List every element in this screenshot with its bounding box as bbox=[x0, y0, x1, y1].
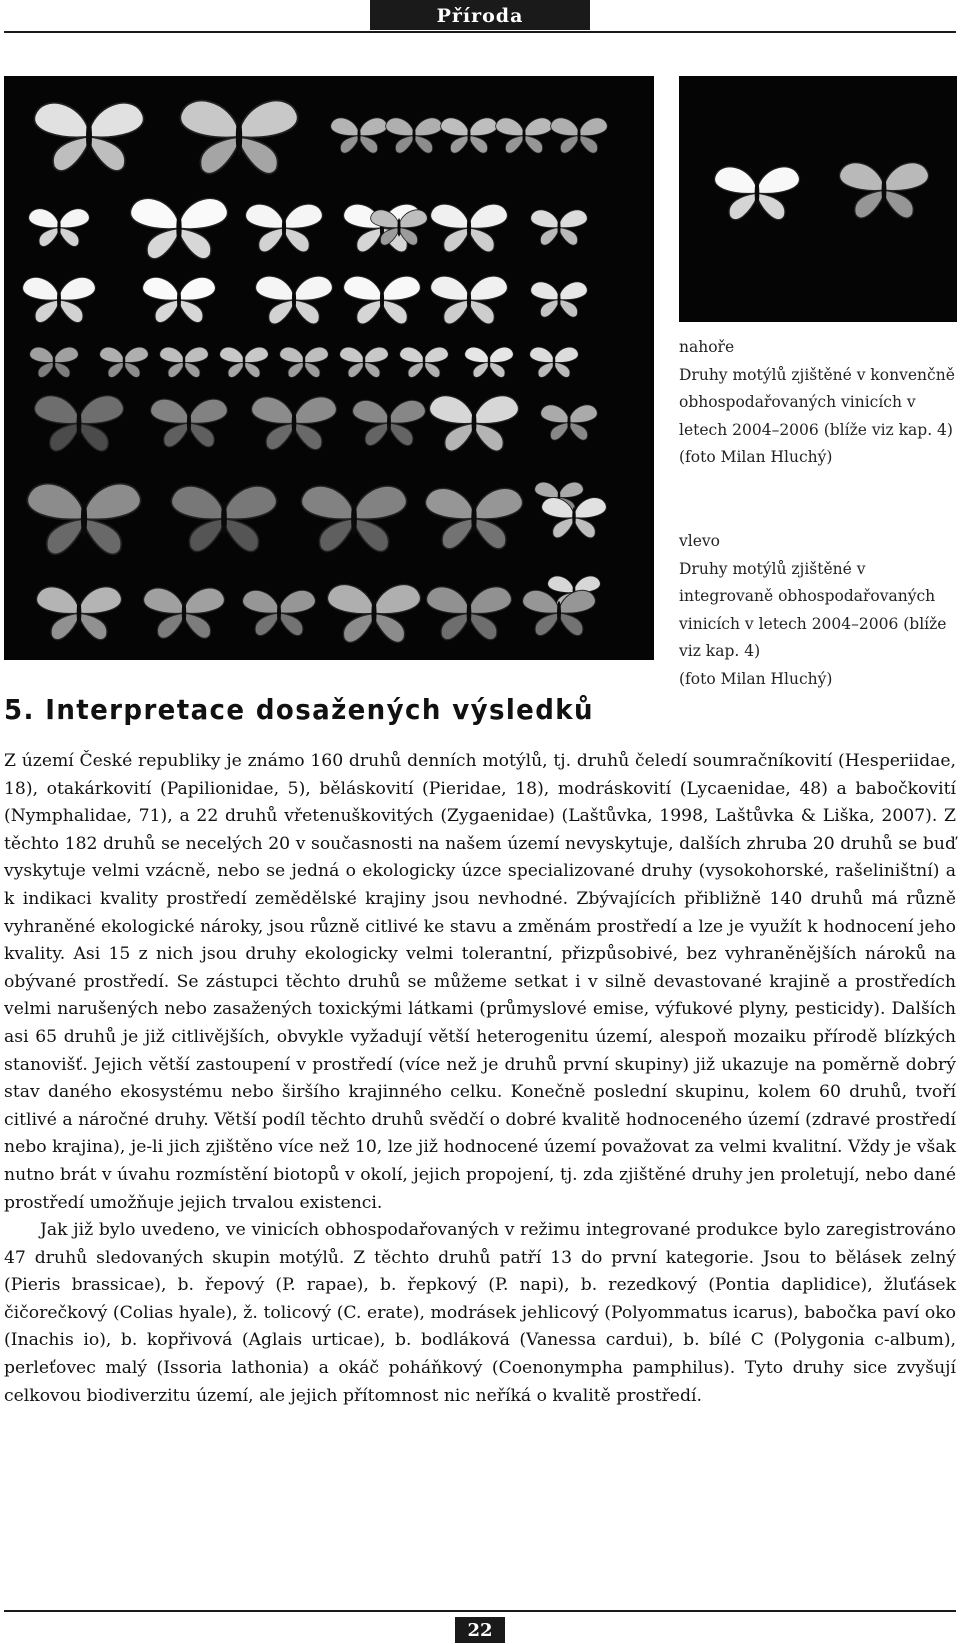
butterflies-photo-integrated bbox=[4, 76, 654, 660]
butterfly-specimen bbox=[256, 276, 333, 324]
butterfly-specimen bbox=[523, 590, 596, 635]
butterfly-specimen bbox=[100, 347, 149, 377]
caption-bottom-position: vlevo bbox=[679, 532, 720, 550]
page-number: 22 bbox=[455, 1617, 505, 1643]
butterfly-specimen bbox=[130, 198, 227, 259]
caption-bottom-credit: (foto Milan Hluchý) bbox=[679, 669, 833, 688]
butterfly-specimen bbox=[429, 396, 518, 451]
caption-top-text: Druhy motýlů zjištěné v konvenčně obhospodařovaných vinicích v letech 2004–2006 (blíže viz kap. 4) bbox=[679, 365, 955, 439]
butterfly-specimen bbox=[280, 347, 329, 377]
butterfly-specimen bbox=[243, 590, 316, 635]
butterfly-specimen bbox=[180, 101, 297, 174]
butterfly-specimen bbox=[34, 103, 143, 171]
butterfly-specimen bbox=[715, 167, 800, 220]
butterfly-specimen bbox=[327, 585, 420, 643]
butterfly-specimen bbox=[425, 488, 522, 549]
butterfly-specimen bbox=[246, 204, 323, 252]
butterflies-photo-conventional bbox=[679, 76, 957, 322]
butterfly-specimen bbox=[541, 405, 598, 440]
butterfly-collage-left bbox=[4, 76, 654, 660]
caption-bottom-text: Druhy motýlů zjištěné v integrovaně obhospodařovaných vinicích v letech 2004–2006 (blíže viz kap. 4) bbox=[679, 559, 947, 660]
butterfly-specimen bbox=[353, 400, 426, 445]
paragraph-1: Z území České republiky je známo 160 druhů denních motýlů, tj. druhů čeledí soumračníkovití (Hesperiidae, 18), otakárkovití (Papilionidae, 5), běláskovití (Pieridae, 18), modráskovití (Lycaenidae, 48) a babočkovití (Nymphalidae, 71), a 22 druhů vřetenuškovitých (Zygaenidae) (Laštůvka, 1998, Laštůvka & Liška, 2007). Z těchto 182 druhů se necelých 20 v současnosti na našem území nevyskytuje, dalších zhruba 20 druhů se buď vyskytuje velmi vzácně, nebo se jedná o ekologicky úzce specializované druhy (vysokohorské, rašeliništní) a k indikaci kvality prostředí zemědělské krajiny jsou nevhodné. Zbývajících přibližně 140 druhů má různě vyhraněné ekologické nároky, jsou různě citlivé ke stavu a změnám prostředí a lze je využít k hodnocení jeho kvality. Asi 15 z nich jsou druhy ekologicky velmi tolerantní, přizpůsobivé, bez vyhraněnějších nároků na obývané prostředí. Se zástupci těchto druhů se můžeme setkat i v silně devastované krajině a prostředích velmi narušených nebo zasažených toxickými látkami (průmyslové emise, výfukové plyny, pesticidy). Dalších asi 65 druhů je již citlivějších, obvykle vyžadují větší heterogenitu území, alespoň mozaiku přírodě blízkých stanovišť. Jejich větší zastoupení v prostředí (více než je druhů první skupiny) již ukazuje na poměrně dobrý stav daného ekosystému nebo širšího krajinného celku. Konečně poslední skupinu, kolem 60 druhů, tvoří citlivé a náročné druhy. Větší podíl těchto druhů svědčí o dobré kvalitě hodnoceného území (zdravé prostředí nebo krajina), je-li jich zjištěno více než 10, lze již hodnocené území považovat za velmi kvalitní. Vždy je však nutno brát v úvahu rozmístění biotopů v okolí, jejich propojení, tj. zda zjištěné druhy jen proletují, nebo dané prostředí umožňuje jejich trvalou existenci. bbox=[4, 751, 956, 1213]
caption-top-credit: (foto Milan Hluchý) bbox=[679, 448, 833, 466]
butterfly-specimen bbox=[496, 118, 553, 153]
butterfly-specimen bbox=[30, 347, 79, 377]
butterfly-specimen bbox=[331, 118, 388, 153]
butterfly-specimen bbox=[34, 396, 123, 451]
butterfly-specimen bbox=[23, 277, 96, 322]
running-header: Příroda bbox=[370, 0, 590, 30]
butterfly-specimen bbox=[301, 486, 406, 552]
butterfly-specimen bbox=[431, 204, 508, 252]
paragraph-2: Jak již bylo uvedeno, ve vinicích obhospodařovaných v režimu integrované produkce bylo zaregistrováno 47 druhů sledovaných skupin motýlů. Z těchto druhů patří 13 do první kategorie. Jsou to bělásek zelný (Pieris brassicae), b. řepový (P. rapae), b. řepkový (P. napi), b. rezedkový (Pontia daplidice), žluťásek čičorečkový (Colias hyale), ž. tolicový (C. erate), modrásek jehlicový (Polyommatus icarus), babočka paví oko (Inachis io), b. kopřivová (Aglais urticae), b. bodláková (Vanessa cardui), b. bílé C (Polygonia c-album), perleťovec malý (Issoria lathonia) a okáč poháňkový (Coenonympha pamphilus). Tyto druhy sice zvyšují celkovou biodiverzitu území, ale jejich přítomnost nic neříká o kvalitě prostředí. bbox=[4, 1220, 956, 1406]
butterfly-specimen bbox=[160, 347, 209, 377]
butterfly-specimen bbox=[143, 277, 216, 322]
butterfly-specimen bbox=[465, 347, 514, 377]
butterfly-specimen bbox=[431, 276, 508, 324]
butterfly-specimen bbox=[144, 588, 225, 638]
butterfly-specimen bbox=[220, 347, 269, 377]
butterfly-specimen bbox=[400, 347, 449, 377]
section-heading: 5. Interpretace dosažených výsledků bbox=[4, 693, 594, 726]
butterfly-specimen bbox=[151, 399, 228, 447]
butterfly-specimen bbox=[344, 276, 421, 324]
butterfly-specimen bbox=[29, 209, 90, 247]
butterfly-specimen bbox=[551, 118, 608, 153]
butterfly-specimen bbox=[27, 484, 140, 555]
section-body bbox=[4, 748, 956, 1410]
butterfly-specimen bbox=[531, 282, 588, 317]
footer-rule bbox=[4, 1610, 956, 1612]
butterfly-specimen bbox=[531, 210, 588, 245]
header-rule bbox=[4, 31, 956, 33]
butterfly-specimen bbox=[252, 397, 337, 450]
caption-top bbox=[679, 334, 957, 472]
butterfly-specimen bbox=[441, 118, 498, 153]
butterfly-specimen bbox=[386, 118, 443, 153]
butterfly-specimen bbox=[530, 347, 579, 377]
butterfly-specimen bbox=[839, 163, 928, 218]
caption-top-position: nahoře bbox=[679, 338, 735, 356]
butterfly-specimen bbox=[340, 347, 389, 377]
butterfly-specimen bbox=[171, 486, 276, 552]
butterfly-collage-right bbox=[679, 76, 957, 322]
caption-bottom bbox=[679, 528, 957, 693]
butterfly-specimen bbox=[427, 587, 512, 640]
butterfly-specimen bbox=[37, 587, 122, 640]
